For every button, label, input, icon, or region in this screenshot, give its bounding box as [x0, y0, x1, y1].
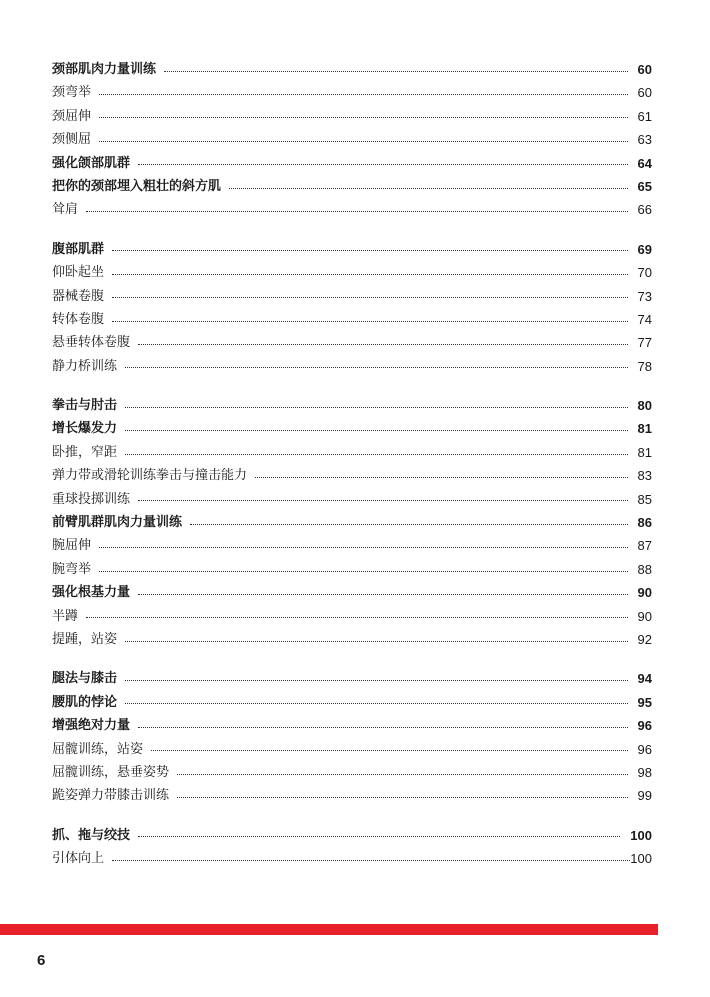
toc-entry[interactable] — [52, 355, 652, 378]
toc-entry[interactable] — [52, 605, 652, 628]
toc-entry[interactable] — [52, 488, 652, 511]
toc-entry[interactable] — [52, 261, 652, 284]
toc-entry[interactable] — [52, 198, 652, 221]
toc-entry-page: 83 — [637, 468, 652, 484]
toc-entry-page: 77 — [637, 335, 652, 351]
toc-entry-page: 100 — [630, 827, 652, 843]
toc-entry-label: 腕弯举 — [52, 561, 92, 577]
dot-leader — [151, 750, 628, 751]
toc-entry-label: 增强绝对力量 — [52, 718, 131, 734]
toc-entry-label: 颈弯举 — [52, 85, 92, 101]
toc-entry-page: 90 — [637, 608, 652, 624]
toc-entry-label: 引体向上 — [52, 851, 105, 867]
toc-entry-label: 屈髋训练，悬垂姿势 — [52, 764, 170, 780]
toc-entry[interactable] — [52, 847, 652, 870]
toc-entry-label: 卧推，窄距 — [52, 444, 118, 460]
toc-entry-label: 悬垂转体卷腹 — [52, 335, 131, 351]
toc-entry[interactable] — [52, 285, 652, 308]
toc-entry[interactable] — [52, 714, 652, 737]
dot-leader — [99, 141, 628, 142]
dot-leader — [229, 188, 628, 189]
toc-entry-label: 强化颌部肌群 — [52, 155, 131, 171]
dot-leader — [99, 94, 628, 95]
toc-entry-page: 99 — [637, 788, 652, 804]
dot-leader — [138, 727, 628, 728]
toc-entry-label: 腕屈伸 — [52, 538, 92, 554]
dot-leader — [125, 641, 628, 642]
toc-entry-page: 60 — [637, 62, 652, 77]
toc-section-heading[interactable] — [52, 824, 652, 847]
toc-entry-page: 60 — [637, 85, 652, 101]
dot-leader — [138, 164, 628, 165]
toc-entry[interactable] — [52, 464, 652, 487]
toc-entry-page: 85 — [637, 491, 652, 507]
toc-entry-page: 78 — [637, 358, 652, 374]
toc-entry-label: 前臂肌群肌肉力量训练 — [52, 515, 183, 531]
toc-entry-label: 腰肌的悖论 — [52, 694, 118, 710]
toc-entry-page: 81 — [637, 421, 652, 437]
toc-entry-page: 92 — [637, 631, 652, 647]
toc-entry-label: 颈侧屈 — [52, 132, 92, 148]
toc-entry-page: 70 — [637, 265, 652, 281]
toc-entry-label: 腹部肌群 — [52, 241, 105, 257]
toc-entry-page: 100 — [630, 851, 652, 867]
toc-entry-label: 屈髋训练，站姿 — [52, 741, 144, 757]
toc-entry[interactable] — [52, 558, 652, 581]
toc-entry[interactable] — [52, 534, 652, 557]
toc-entry-page: 81 — [637, 444, 652, 460]
toc-entry-page: 87 — [637, 538, 652, 554]
toc-entry-label: 颈部肌肉力量训练 — [52, 62, 157, 77]
toc-entry[interactable] — [52, 331, 652, 354]
dot-leader — [125, 367, 628, 368]
dot-leader — [112, 274, 628, 275]
toc-entry[interactable] — [52, 691, 652, 714]
toc-entry-label: 耸肩 — [52, 202, 79, 218]
toc-entry-label: 重球投掷训练 — [52, 491, 131, 507]
toc-entry-label: 颈屈伸 — [52, 108, 92, 124]
toc-entry[interactable] — [52, 581, 652, 604]
dot-leader — [138, 836, 620, 837]
dot-leader — [138, 344, 628, 345]
dot-leader — [112, 297, 628, 298]
toc-entry-page: 73 — [637, 288, 652, 304]
dot-leader — [125, 454, 628, 455]
toc-entry-page: 66 — [637, 202, 652, 218]
toc-entry[interactable] — [52, 738, 652, 761]
toc-entry[interactable] — [52, 511, 652, 534]
dot-leader — [138, 594, 628, 595]
toc-entry-label: 把你的颈部埋入粗壮的斜方肌 — [52, 178, 222, 194]
dot-leader — [255, 477, 628, 478]
dot-leader — [138, 500, 628, 501]
toc-entry-page: 98 — [637, 764, 652, 780]
dot-leader — [99, 571, 628, 572]
toc-entry-label: 器械卷腹 — [52, 288, 105, 304]
toc-entry-label: 抓、拖与绞技 — [52, 827, 131, 843]
toc-entry-label: 转体卷腹 — [52, 311, 105, 327]
toc-entry-page: 69 — [637, 241, 652, 257]
toc-entry[interactable] — [52, 58, 652, 81]
toc-entry[interactable] — [52, 308, 652, 331]
toc-entry-page: 65 — [637, 178, 652, 194]
toc-section-heading[interactable] — [52, 238, 652, 261]
dot-leader — [164, 71, 628, 72]
dot-leader — [112, 860, 630, 861]
toc-entry-label: 跪姿弹力带膝击训练 — [52, 788, 170, 804]
dot-leader — [125, 407, 628, 408]
toc-entry-page: 61 — [637, 108, 652, 124]
dot-leader — [99, 117, 628, 118]
toc-entry-page: 86 — [637, 515, 652, 531]
toc-section-heading[interactable] — [52, 394, 652, 417]
toc-entry-page: 96 — [637, 741, 652, 757]
toc-entry[interactable] — [52, 441, 652, 464]
toc-entry-page: 95 — [637, 694, 652, 710]
toc-entry[interactable] — [52, 761, 652, 784]
toc-entry-page: 96 — [637, 718, 652, 734]
dot-leader — [177, 774, 628, 775]
toc-entry-label: 弹力带或滑轮训练拳击与撞击能力 — [52, 468, 248, 484]
toc-section-heading[interactable] — [52, 667, 652, 690]
toc-entry-page: 74 — [637, 311, 652, 327]
toc-entry-label: 静力桥训练 — [52, 358, 118, 374]
toc-entry[interactable] — [52, 105, 652, 128]
dot-leader — [112, 321, 628, 322]
toc-entry-page: 63 — [637, 132, 652, 148]
toc-entry[interactable] — [52, 81, 652, 104]
toc-entry[interactable] — [52, 175, 652, 198]
toc-entry[interactable] — [52, 128, 652, 151]
toc-entry[interactable] — [52, 784, 652, 807]
toc-entry-page: 80 — [637, 398, 652, 414]
page-number: 6 — [37, 952, 46, 969]
table-of-contents — [52, 58, 652, 871]
footer-accent-bar — [0, 924, 658, 935]
dot-leader — [86, 617, 628, 618]
toc-entry-page: 88 — [637, 561, 652, 577]
dot-leader — [177, 797, 628, 798]
dot-leader — [125, 430, 628, 431]
toc-entry[interactable] — [52, 152, 652, 175]
dot-leader — [190, 524, 628, 525]
toc-entry-page: 90 — [637, 585, 652, 601]
toc-entry-label: 腿法与膝击 — [52, 671, 118, 687]
dot-leader — [125, 703, 628, 704]
toc-entry-page: 94 — [637, 671, 652, 687]
toc-entry[interactable] — [52, 417, 652, 440]
toc-entry-label: 增长爆发力 — [52, 421, 118, 437]
toc-entry-label: 仰卧起坐 — [52, 265, 105, 281]
toc-entry-label: 强化根基力量 — [52, 585, 131, 601]
toc-entry[interactable] — [52, 628, 652, 651]
dot-leader — [125, 680, 628, 681]
toc-entry-label: 半蹲 — [52, 608, 79, 624]
dot-leader — [112, 250, 628, 251]
toc-entry-label: 提踵，站姿 — [52, 631, 118, 647]
toc-entry-page: 64 — [637, 155, 652, 171]
toc-entry-label: 拳击与肘击 — [52, 398, 118, 414]
dot-leader — [99, 547, 628, 548]
dot-leader — [86, 211, 628, 212]
